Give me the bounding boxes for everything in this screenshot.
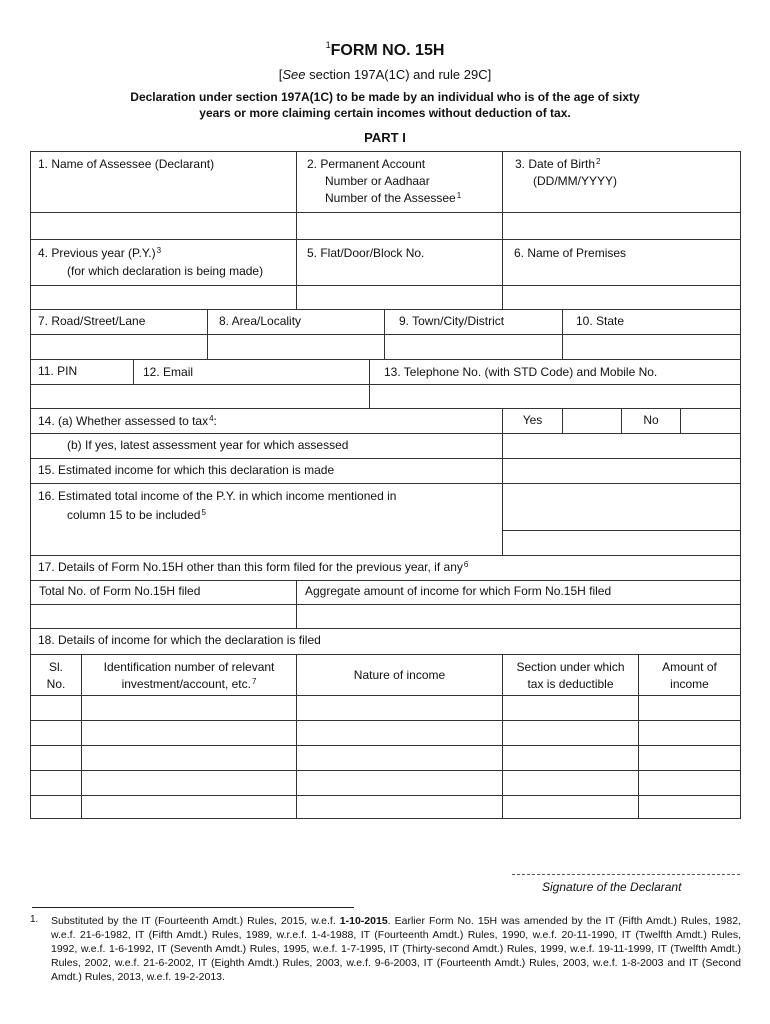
field-2-footnote-marker: 1	[456, 191, 462, 200]
income-row-5-section-cell[interactable]	[503, 796, 638, 820]
field-8-area-label: 8. Area/Locality	[219, 314, 302, 328]
field-18-income-details-label: 18. Details of income for which the declaration is filed	[38, 633, 321, 647]
total-forms-input[interactable]	[31, 605, 296, 628]
field-17-details-label	[38, 559, 468, 576]
field-11-pin-label: 11. PIN	[38, 364, 78, 378]
no-label: No	[643, 413, 659, 427]
field-9-town-label: 9. Town/City/District	[399, 314, 505, 328]
field-15-estimated-income-label: 15. Estimated income for which this declaration is made	[38, 463, 335, 477]
subtitle-rest: section 197A(1C) and rule 29C]	[305, 67, 492, 82]
premises-input[interactable]	[503, 286, 740, 309]
subtitle-see: See	[282, 67, 306, 82]
field-4-previous-year-note: (for which declaration is being made)	[67, 264, 264, 278]
road-input[interactable]	[31, 335, 207, 359]
no-checkbox[interactable]	[681, 409, 740, 433]
footnote-text-b: . Earlier Form No. 15H was amended by the IT (Fifth Amdt.) Rules, 1982, w.e.f. 21-6-1982, IT (Fifth Amdt.) Rules, 1989, w.r.e.f. 1-4-1988, IT (Fourteenth Amdt.) Rules, 1990, w.e.f. 20-11-1990, IT (Twelfth Amdt.) Rules, 1992, w.e.f. 1-6-1992, IT (Seventh Amdt.) Rules, 1995, w.e.f. 1-7-1995, IT (Thirty-second Amdt.) Rules, 1999, w.e.f. 19-11-1999, IT (Twelfth Amdt.) Rules, 2002, w.e.f. 21-6-2002, IT (Eighth Amdt.) Rules, 2003, w.e.f. 9-6-2003, IT (Fourteenth Amdt.) Rules, 2003, w.e.f. 1-8-2003 and IT (Second Amdt.) Rules, 2013, w.e.f. 19-2-2013.	[51, 915, 741, 983]
income-row-1-sl-no-cell[interactable]	[31, 696, 81, 720]
pan-input[interactable]	[297, 213, 502, 239]
income-row-3-nature-cell[interactable]	[297, 746, 502, 770]
income-row-5-identification-cell[interactable]	[82, 796, 296, 820]
declaration-line-2: years or more claiming certain incomes without deduction of tax.	[199, 106, 571, 120]
form-title-text: FORM NO. 15H	[330, 42, 445, 59]
field-2-pan-label-3-text: Number of the Assessee	[325, 191, 456, 205]
income-row-2-nature-cell[interactable]	[297, 721, 502, 745]
field-4-previous-year-label	[38, 245, 161, 262]
income-row-2-section-cell[interactable]	[503, 721, 638, 745]
subtitle-bracket: [	[278, 67, 283, 82]
income-row-3-sl-no-cell[interactable]	[31, 746, 81, 770]
col-header-sl-2: No.	[46, 677, 66, 691]
footnote-effective-date: 1-10-2015	[339, 915, 388, 927]
income-row-4-sl-no-cell[interactable]	[31, 771, 81, 795]
field-16-total-income-label-1: 16. Estimated total income of the P.Y. in which income mentioned in	[38, 489, 397, 503]
field-2-pan-label-3	[325, 190, 461, 207]
estimated-income-input[interactable]	[503, 459, 740, 483]
signature-line	[512, 874, 740, 875]
income-row-1-section-cell[interactable]	[503, 696, 638, 720]
col-header-id-footnote-marker: 7	[251, 677, 257, 686]
field-4-label-text: 4. Previous year (P.Y.)	[38, 246, 156, 260]
income-row-4-section-cell[interactable]	[503, 771, 638, 795]
field-14a-footnote-marker: 4	[209, 414, 214, 423]
field-10-state-label: 10. State	[576, 314, 625, 328]
yes-label: Yes	[522, 413, 543, 427]
field-14a-text: 14. (a) Whether assessed to tax	[38, 414, 209, 428]
col-header-amount	[639, 659, 740, 693]
field-14a-colon: :	[213, 414, 217, 428]
income-row-1-amount-cell[interactable]	[639, 696, 740, 720]
footnote-text-a: Substituted by the IT (Fourteenth Amdt.) Rules, 2015, w.e.f.	[51, 915, 340, 927]
total-income-input[interactable]	[503, 484, 740, 530]
town-input[interactable]	[385, 335, 562, 359]
income-row-2-identification-cell[interactable]	[82, 721, 296, 745]
dob-input[interactable]	[503, 213, 740, 239]
income-row-5-sl-no-cell[interactable]	[31, 796, 81, 820]
field-17-aggregate-label: Aggregate amount of income for which Form No.15H filed	[305, 584, 612, 598]
aggregate-amount-input[interactable]	[297, 605, 740, 628]
col-header-identification	[82, 659, 296, 693]
field-13-telephone-label: 13. Telephone No. (with STD Code) and Mobile No.	[384, 365, 658, 379]
pin-email-input[interactable]	[31, 385, 369, 408]
flat-input[interactable]	[297, 286, 502, 309]
part-heading: PART I	[364, 130, 406, 145]
field-6-premises-label: 6. Name of Premises	[514, 246, 627, 260]
income-row-1-nature-cell[interactable]	[297, 696, 502, 720]
area-input[interactable]	[208, 335, 384, 359]
state-input[interactable]	[563, 335, 740, 359]
field-17-footnote-marker: 6	[463, 560, 469, 569]
income-row-5-amount-cell[interactable]	[639, 796, 740, 820]
income-row-3-amount-cell[interactable]	[639, 746, 740, 770]
field-3-footnote-marker: 2	[596, 157, 601, 166]
income-row-4-nature-cell[interactable]	[297, 771, 502, 795]
footnote-rule	[32, 907, 354, 908]
income-row-1-identification-cell[interactable]	[82, 696, 296, 720]
col-header-section-2: tax is deductible	[527, 677, 614, 691]
signature-label: Signature of the Declarant	[542, 880, 682, 894]
income-row-4-identification-cell[interactable]	[82, 771, 296, 795]
field-17-total-forms-label: Total No. of Form No.15H filed	[39, 584, 201, 598]
field-3-dob-label	[515, 156, 601, 173]
field-14b-assessment-year-label: (b) If yes, latest assessment year for which assessed	[67, 438, 349, 452]
field-16-footnote-marker: 5	[201, 508, 206, 517]
col-header-nature: Nature of income	[353, 668, 446, 682]
col-header-amount-2: income	[670, 677, 709, 691]
yes-checkbox[interactable]	[563, 409, 621, 433]
telephone-input[interactable]	[370, 385, 740, 408]
title-footnote-marker: 1	[325, 40, 331, 50]
field-5-flat-label: 5. Flat/Door/Block No.	[307, 246, 425, 260]
field-3-dob-label-text: 3. Date of Birth	[515, 157, 596, 171]
footnote-text	[51, 914, 741, 984]
field-16-label-text: column 15 to be included	[67, 508, 201, 522]
col-header-id-2-text: investment/account, etc.	[121, 677, 251, 691]
field-16-total-income-label-2	[67, 507, 206, 524]
field-2-pan-label-1: 2. Permanent Account	[307, 157, 426, 171]
field-1-name-label: 1. Name of Assessee (Declarant)	[38, 157, 215, 171]
field-7-road-label: 7. Road/Street/Lane	[38, 314, 146, 328]
col-header-id-2	[82, 676, 296, 693]
field-3-dob-format: (DD/MM/YYYY)	[533, 174, 617, 188]
field-12-email-label: 12. Email	[143, 365, 194, 379]
col-header-section	[503, 659, 638, 693]
income-row-3-identification-cell[interactable]	[82, 746, 296, 770]
previous-year-input[interactable]	[31, 286, 296, 309]
assessment-year-input[interactable]	[503, 434, 740, 458]
income-row-5-nature-cell[interactable]	[297, 796, 502, 820]
field-4-footnote-marker: 3	[156, 246, 162, 255]
field-2-pan-label-2: Number or Aadhaar	[325, 174, 430, 188]
income-row-2-amount-cell[interactable]	[639, 721, 740, 745]
col-header-id-1: Identification number of relevant	[103, 660, 275, 674]
col-header-sl	[31, 659, 81, 693]
col-header-amount-1: Amount of	[662, 660, 717, 674]
col-header-section-1: Section under which	[516, 660, 625, 674]
income-row-4-amount-cell[interactable]	[639, 771, 740, 795]
name-input[interactable]	[31, 213, 296, 239]
income-row-2-sl-no-cell[interactable]	[31, 721, 81, 745]
declaration-line-1: Declaration under section 197A(1C) to be made by an individual who is of the age of sixty	[130, 90, 640, 104]
field-14a-assessed-label	[38, 413, 217, 430]
income-row-3-section-cell[interactable]	[503, 746, 638, 770]
footnote-number: 1.	[30, 914, 39, 925]
col-header-sl-1: Sl.	[48, 660, 63, 674]
field-17-text: 17. Details of Form No.15H other than this form filed for the previous year, if any	[38, 560, 463, 574]
